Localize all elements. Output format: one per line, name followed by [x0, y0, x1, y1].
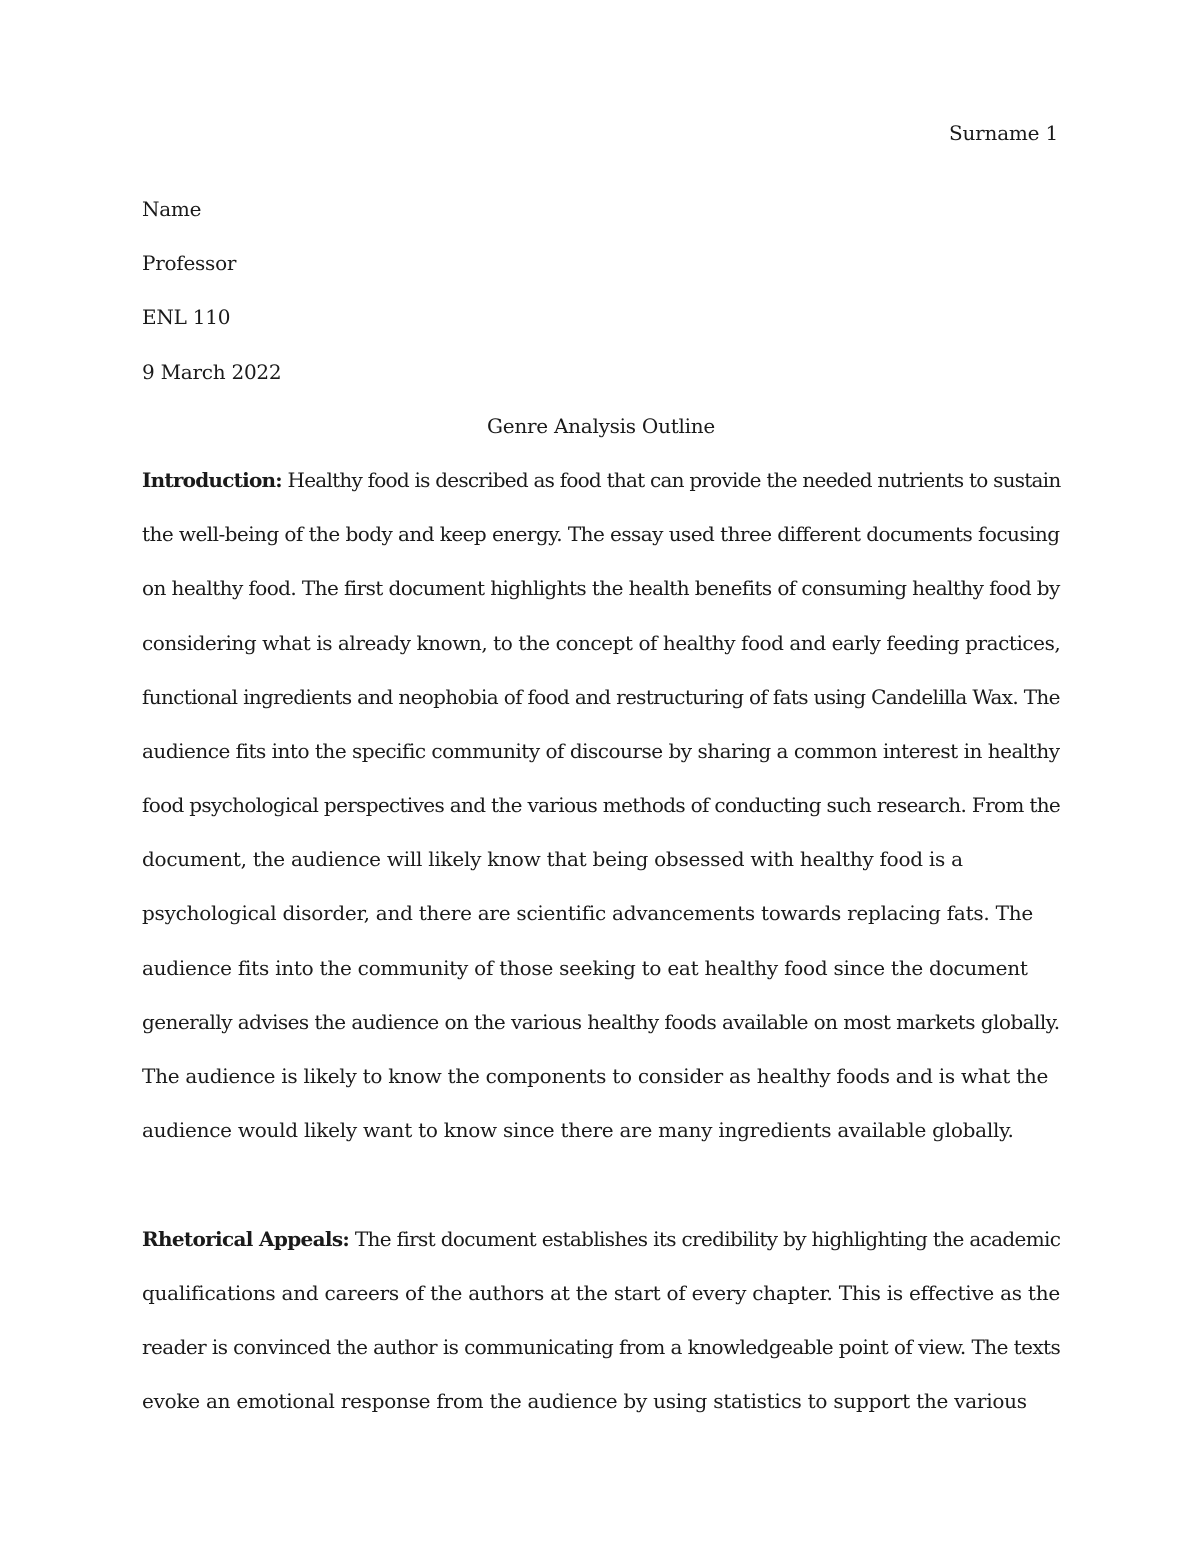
introduction-label: Introduction: [142, 467, 282, 492]
rhetorical-appeals-line: qualifications and careers of the authors at the start of every chapter. This is effective as the [142, 1280, 1060, 1305]
introduction-line: audience would likely want to know since there are many ingredients available globally. [142, 1118, 1014, 1143]
introduction-line: functional ingredients and neophobia of food and restructuring of fats using Candelilla Wax. The [142, 684, 1060, 709]
introduction-line [142, 453, 1060, 507]
rhetorical-appeals-line: evoke an emotional response from the audience by using statistics to support the various [142, 1389, 1027, 1414]
introduction-line: psychological disorder, and there are scientific advancements towards replacing fats. The [142, 901, 1033, 926]
introduction-text: Healthy food is described as food that can provide the needed nutrients to sustain [281, 467, 1061, 492]
course-code: ENL 110 [142, 305, 231, 330]
introduction-line: document, the audience will likely know that being obsessed with healthy food is a [142, 847, 963, 872]
introduction-line: audience fits into the specific community of discourse by sharing a common interest in healthy [142, 738, 1060, 763]
rhetorical-appeals-line: reader is convinced the author is communicating from a knowledgeable point of view. The texts [142, 1334, 1061, 1359]
rhetorical-appeals-label: Rhetorical Appeals: [142, 1226, 350, 1251]
introduction-line: food psychological perspectives and the various methods of conducting such research. From the [142, 793, 1061, 818]
introduction-line: on healthy food. The first document highlights the health benefits of consuming healthy food by [142, 576, 1060, 601]
rhetorical-appeals-section [142, 1212, 1060, 1429]
document-body [142, 182, 1060, 1428]
student-name: Name [142, 197, 202, 221]
introduction-section [142, 453, 1060, 1157]
document-title: Genre Analysis Outline [487, 413, 715, 438]
introduction-line: audience fits into the community of those seeking to eat healthy food since the document [142, 955, 1028, 980]
rhetorical-appeals-line [142, 1212, 1060, 1266]
introduction-line: The audience is likely to know the components to consider as healthy foods and is what the [142, 1064, 1049, 1088]
professor-name: Professor [142, 251, 237, 276]
section-gap [142, 1157, 1060, 1211]
introduction-line: considering what is already known, to the concept of healthy food and early feeding practices, [142, 630, 1061, 655]
document-date: 9 March 2022 [142, 359, 282, 384]
page-header: Surname 1 [948, 121, 1058, 145]
introduction-line: the well-being of the body and keep energy. The essay used three different documents focusing [142, 522, 1060, 547]
introduction-line: generally advises the audience on the various healthy foods available on most markets globally. [142, 1009, 1060, 1034]
rhetorical-appeals-text: The first document establishes its credibility by highlighting the academic [349, 1226, 1061, 1251]
